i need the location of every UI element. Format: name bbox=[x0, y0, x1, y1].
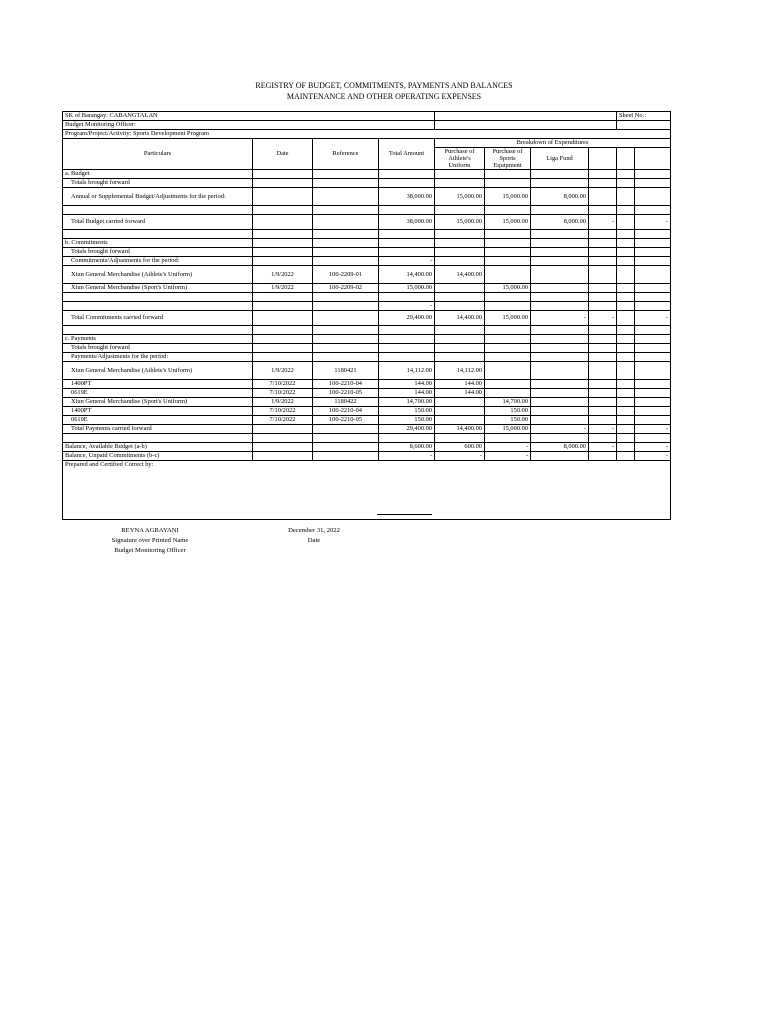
signature-date: December 31, 2022 bbox=[288, 527, 340, 534]
table-row: 1400PT 7/10/2022 100-2210-04 144.00 144.00 bbox=[63, 380, 671, 389]
table-row: Total Commitments carried forward 29,400.00 14,400.00 15,000.00 - - - bbox=[63, 311, 671, 326]
budget-officer: Budget Monitoring Officer: bbox=[63, 121, 435, 130]
header-breakdown: Breakdown of Expenditures bbox=[435, 139, 671, 148]
info-row-officer bbox=[63, 121, 671, 130]
signature-line bbox=[377, 514, 432, 515]
table-row: Payments/Adjustments for the period: bbox=[63, 353, 671, 362]
table-row: a. Budget bbox=[63, 170, 671, 179]
signature-label: Signature over Printed Name bbox=[111, 537, 189, 544]
table-row bbox=[63, 434, 671, 443]
table-row bbox=[63, 326, 671, 335]
table-row: 0619E 7/10/2022 100-2210-05 150.00 150.00 bbox=[63, 416, 671, 425]
header-date: Date bbox=[253, 139, 313, 170]
program-activity: Program/Project/Activity: Sports Development Program bbox=[63, 130, 671, 139]
report-title-line1: REGISTRY OF BUDGET, COMMITMENTS, PAYMENTS AND BALANCES bbox=[255, 81, 513, 90]
header-row-1 bbox=[63, 139, 671, 148]
header-liga-fund: Liga Fund bbox=[531, 148, 589, 170]
table-row: 0619E 7/10/2022 100-2210-05 144.00 144.00 bbox=[63, 389, 671, 398]
table-row: Annual or Supplemental Budget/Adjustments for the period: 38,000.00 15,000.00 15,000.00 8,000.00 bbox=[63, 188, 671, 206]
header-total-amount: Total Amount bbox=[379, 139, 435, 170]
header-reference: Reference bbox=[313, 139, 379, 170]
header-particulars: Particulars bbox=[63, 139, 253, 170]
table-row: - bbox=[63, 302, 671, 311]
table-row: Totals brought forward bbox=[63, 248, 671, 257]
table-row: b. Commitments bbox=[63, 239, 671, 248]
date-label: Date bbox=[307, 537, 321, 544]
info-row-sk bbox=[63, 112, 671, 121]
header-athletes-uniform: Purchase of Athlete's Uniform bbox=[435, 148, 485, 170]
signature-block bbox=[90, 526, 210, 556]
table-row: Commitments/Adjustments for the period: - bbox=[63, 257, 671, 266]
report-title bbox=[0, 80, 768, 102]
report-title-line2: MAINTENANCE AND OTHER OPERATING EXPENSES bbox=[286, 92, 482, 101]
table-row: Xiun General Merchandise (Athlete's Uniform) 1/9/2022 100-2209-01 14,400.00 14,400.00 bbox=[63, 266, 671, 284]
info-row-program bbox=[63, 130, 671, 139]
table-row: Totals brought forward bbox=[63, 344, 671, 353]
table-row: Totals brought forward bbox=[63, 179, 671, 188]
table-row bbox=[63, 293, 671, 302]
prepared-row bbox=[63, 461, 671, 520]
table-row: Xiun General Merchandise (Sport's Uniform) 1/9/2022 1180422 14,700.00 14,700.00 bbox=[63, 398, 671, 407]
table-row: 1400PT 7/10/2022 100-2210-04 150.00 150.00 bbox=[63, 407, 671, 416]
signatory-name: REYNA AGBAYANI bbox=[121, 527, 179, 534]
registry-table bbox=[62, 111, 671, 520]
signatory-position: Budget Monitoring Officer bbox=[114, 547, 186, 554]
sheet-no: Sheet No.: bbox=[617, 112, 671, 121]
table-row: Balance, Available Budget (a-b) 8,600.00 600.00 - 8,000.00 - - bbox=[63, 443, 671, 452]
table-row: Total Payments carried forward 29,400.00 14,400.00 15,000.00 - - - bbox=[63, 425, 671, 434]
header-sports-equipment: Purchase of Sports Equipment bbox=[485, 148, 531, 170]
table-row bbox=[63, 230, 671, 239]
table-row: Balance, Unpaid Commitments (b-c) - - - - bbox=[63, 452, 671, 461]
table-row: c. Payments bbox=[63, 335, 671, 344]
sk-barangay: SK of Barangay: CABANGTALAN bbox=[63, 112, 435, 121]
table-row: Xiun General Merchandise (Sport's Uniform) 1/9/2022 100-2209-02 15,000.00 15,000.00 bbox=[63, 284, 671, 293]
table-row bbox=[63, 206, 671, 215]
prepared-by-label: Prepared and Certified Correct by: bbox=[63, 461, 671, 520]
table-row: Total Budget carried forward 38,000.00 15,000.00 15,000.00 8,000.00 - - bbox=[63, 215, 671, 230]
table-row: Xiun General Merchandise (Athlete's Uniform) 1/9/2022 1180421 14,112.00 14,112.00 bbox=[63, 362, 671, 380]
date-block bbox=[272, 526, 356, 546]
